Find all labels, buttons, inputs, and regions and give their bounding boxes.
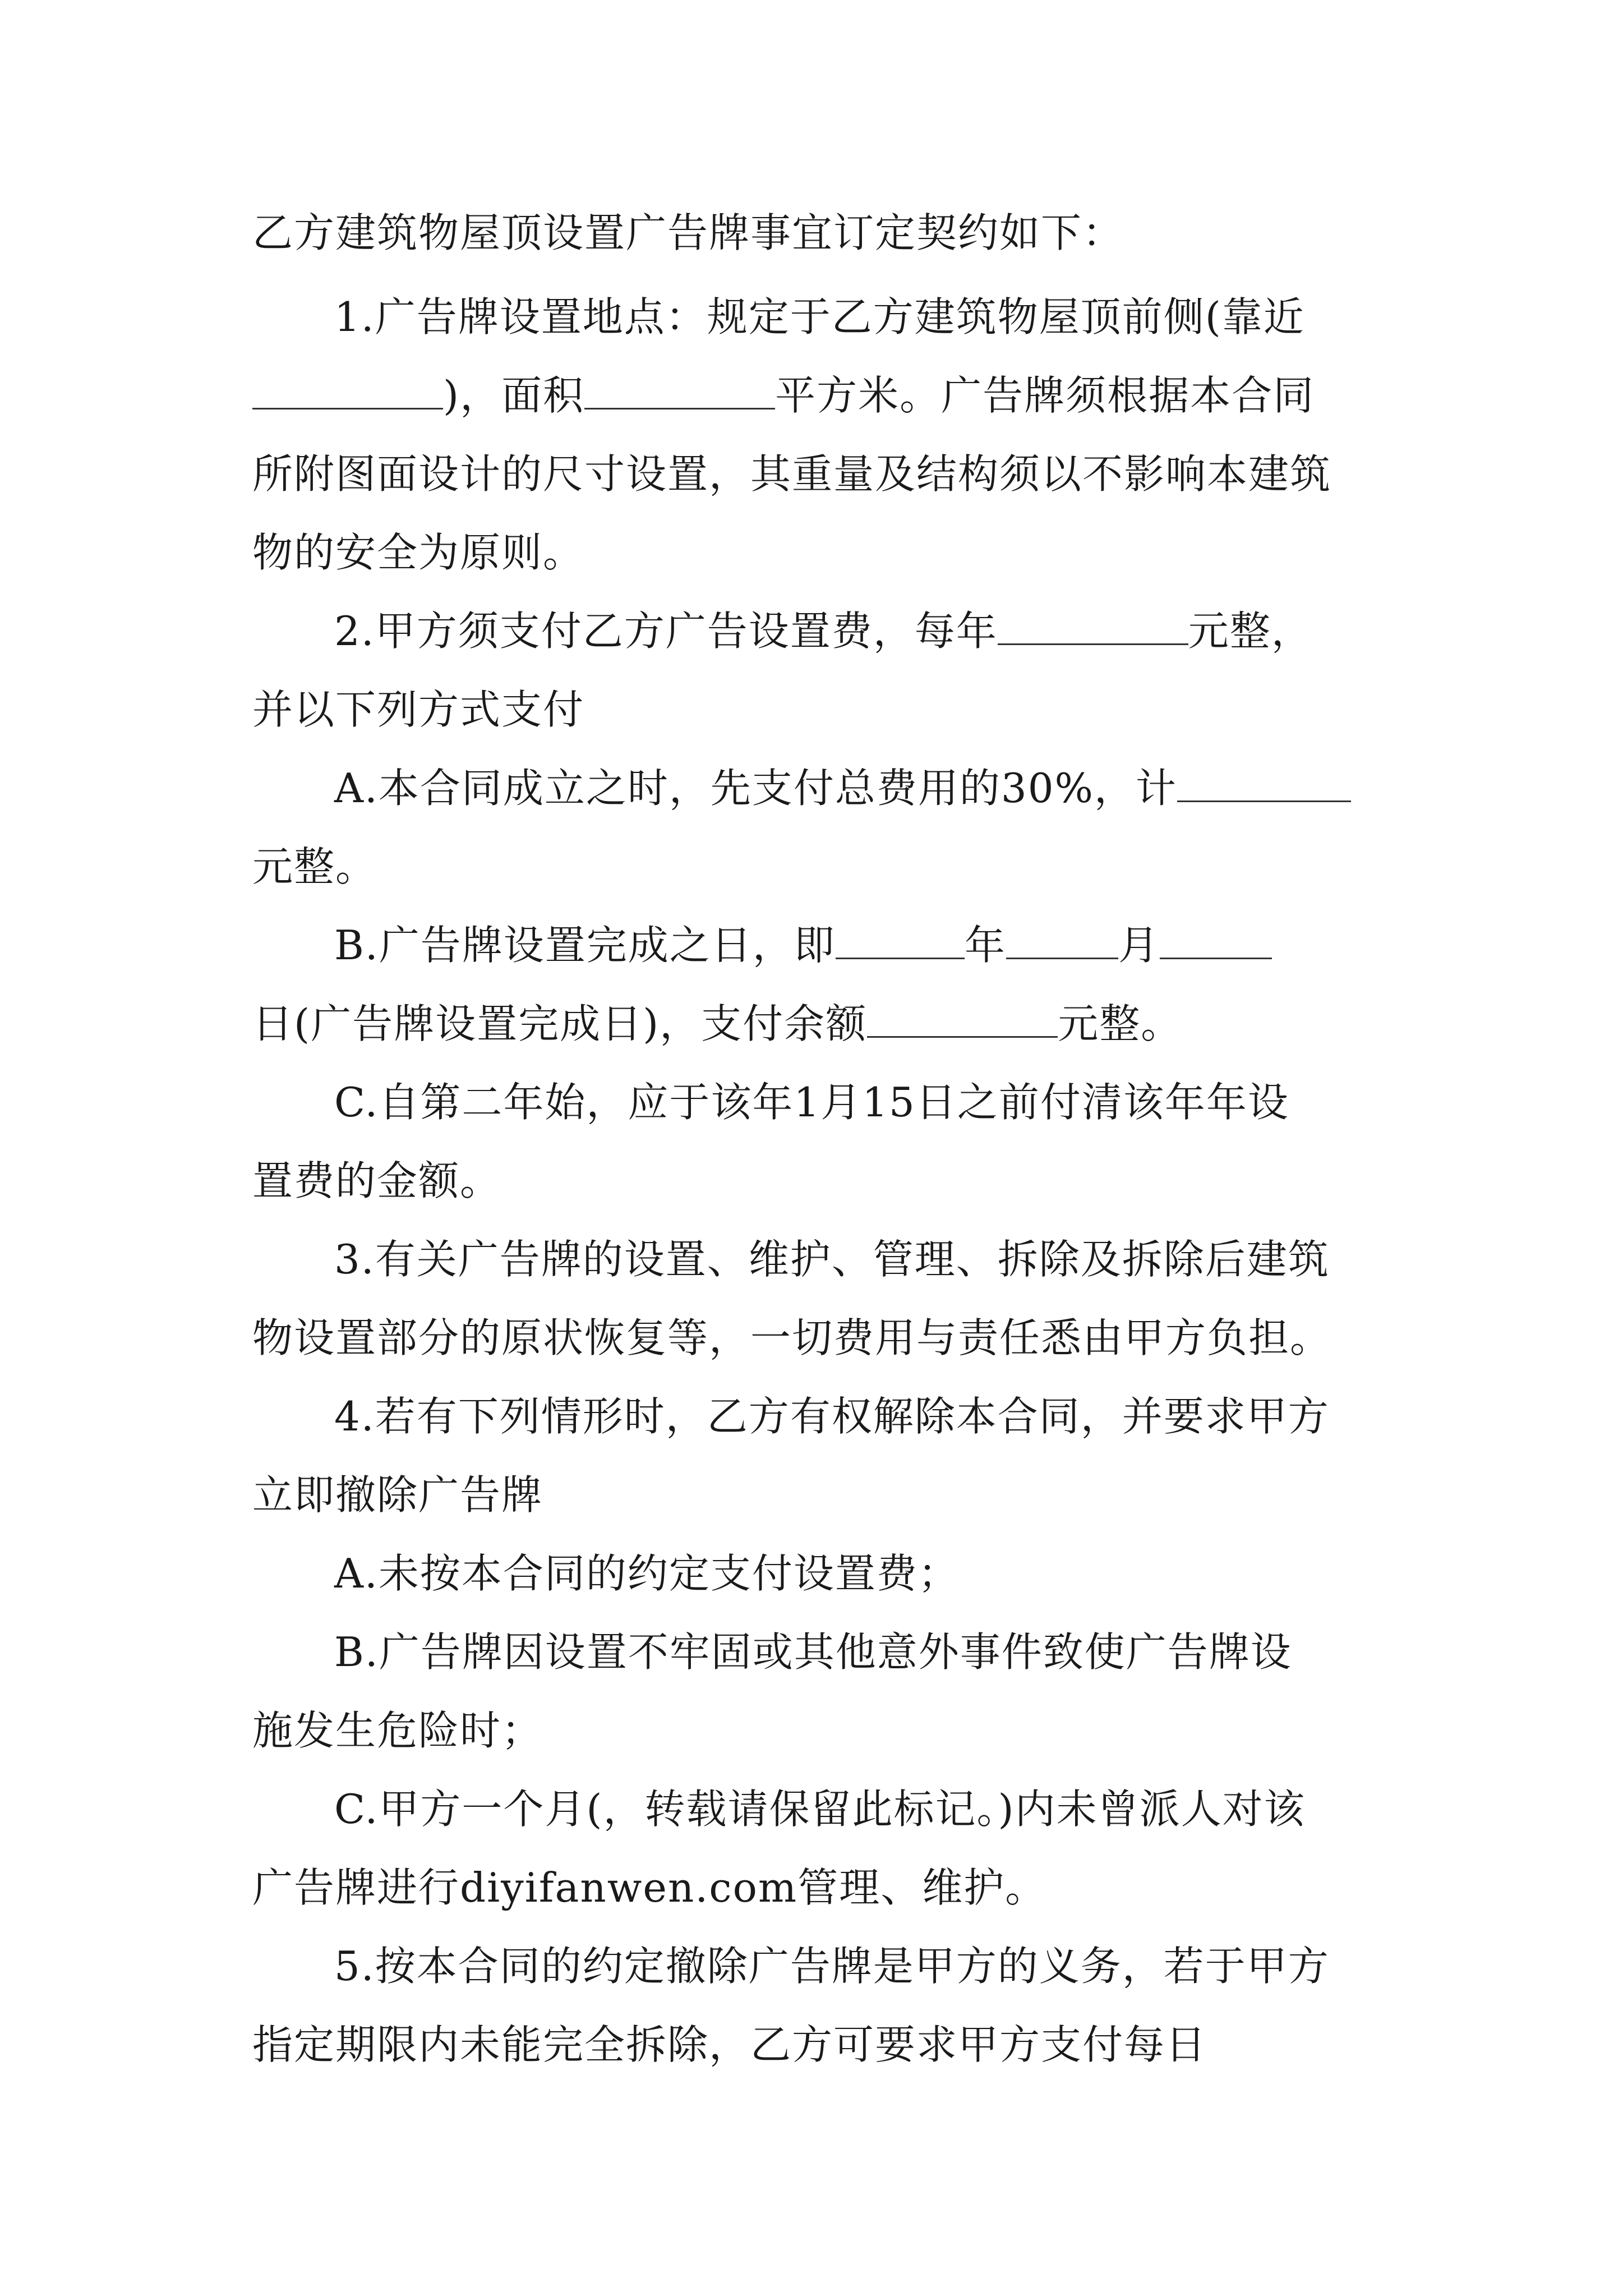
paragraph-2-line bbox=[334, 592, 1391, 670]
text-line bbox=[252, 984, 1391, 1063]
text-line bbox=[252, 1142, 1391, 1220]
paragraph-3-line bbox=[334, 1220, 1391, 1299]
fill-blank bbox=[584, 369, 775, 409]
line-text: C.自第二年始，应于该年1月15日之前付清该年年设 bbox=[334, 1079, 1289, 1126]
fill-blank bbox=[1177, 761, 1351, 802]
item-b-line bbox=[334, 1613, 1391, 1691]
text-line bbox=[252, 1456, 1391, 1534]
line-text: )，面积 bbox=[443, 372, 585, 419]
line-text: A.本合同成立之时，先支付总费用的30%，计 bbox=[334, 765, 1177, 812]
fill-blank bbox=[836, 918, 965, 959]
line-text: 所附图面设计的尺寸设置，其重量及结构须以不影响本建筑 bbox=[252, 450, 1332, 498]
line-text: 日(广告牌设置完成日)，支付余额 bbox=[252, 1000, 868, 1047]
paragraph-5-line bbox=[334, 1927, 1391, 2005]
text-line bbox=[252, 1299, 1391, 1377]
line-text: 1.广告牌设置地点：规定于乙方建筑物屋顶前侧(靠近 bbox=[334, 293, 1305, 341]
paragraph-4-line bbox=[334, 1377, 1391, 1456]
line-text: 施发生危险时； bbox=[252, 1707, 543, 1754]
text-line bbox=[252, 2005, 1391, 2084]
line-text: 立即撤除广告牌 bbox=[252, 1471, 543, 1519]
item-c-line bbox=[334, 1063, 1391, 1142]
fill-blank bbox=[998, 604, 1188, 645]
text-line bbox=[252, 513, 1391, 592]
line-text: 元整。 bbox=[252, 843, 377, 890]
fill-blank bbox=[1006, 918, 1118, 959]
line-text: 乙方建筑物屋顶设置广告牌事宜订定契约如下： bbox=[252, 209, 1124, 256]
item-c-line bbox=[334, 1770, 1391, 1848]
line-text: A.未按本合同的约定支付设置费； bbox=[334, 1550, 960, 1597]
line-text: 年 bbox=[964, 922, 1006, 969]
item-b-line bbox=[334, 906, 1391, 984]
fill-blank bbox=[867, 997, 1058, 1038]
text-line bbox=[252, 827, 1391, 906]
line-text: 置费的金额。 bbox=[252, 1157, 502, 1204]
line-text: 平方米。广告牌须根据本合同 bbox=[775, 372, 1315, 419]
line-text: 物设置部分的原状恢复等，一切费用与责任悉由甲方负担。 bbox=[252, 1314, 1332, 1361]
fill-blank bbox=[1160, 918, 1272, 959]
text-line bbox=[252, 356, 1391, 435]
line-text: 物的安全为原则。 bbox=[252, 529, 585, 576]
item-a-line bbox=[334, 1534, 1391, 1613]
fill-blank bbox=[252, 369, 443, 409]
text-line bbox=[252, 435, 1391, 513]
line-text: 元整。 bbox=[1058, 1000, 1183, 1047]
line-text: B.广告牌因设置不牢固或其他意外事件致使广告牌设 bbox=[334, 1628, 1292, 1676]
item-a-line bbox=[334, 749, 1391, 827]
line-text: 指定期限内未能完全拆除，乙方可要求甲方支付每日 bbox=[252, 2021, 1207, 2068]
line-text: 广告牌进行diyifanwen.com管理、维护。 bbox=[252, 1864, 1047, 1911]
line-text: C.甲方一个月(，转载请保留此标记。)内未曾派人对该 bbox=[334, 1786, 1306, 1833]
text-line bbox=[252, 1848, 1391, 1927]
line-text: 3.有关广告牌的设置、维护、管理、拆除及拆除后建筑 bbox=[334, 1236, 1330, 1283]
text-line bbox=[252, 670, 1391, 749]
text-line bbox=[252, 194, 1391, 272]
line-text: 月 bbox=[1118, 922, 1160, 969]
line-text: 4.若有下列情形时，乙方有权解除本合同，并要求甲方 bbox=[334, 1393, 1330, 1440]
line-text: 元整， bbox=[1188, 608, 1313, 655]
line-text: 2.甲方须支付乙方广告设置费，每年 bbox=[334, 608, 998, 655]
line-text: 并以下列方式支付 bbox=[252, 686, 585, 733]
paragraph-1-line bbox=[334, 278, 1391, 356]
line-text: B.广告牌设置完成之日，即 bbox=[334, 922, 836, 969]
line-text: 5.按本合同的约定撤除广告牌是甲方的义务，若于甲方 bbox=[334, 1943, 1330, 1990]
text-line bbox=[252, 1691, 1391, 1770]
